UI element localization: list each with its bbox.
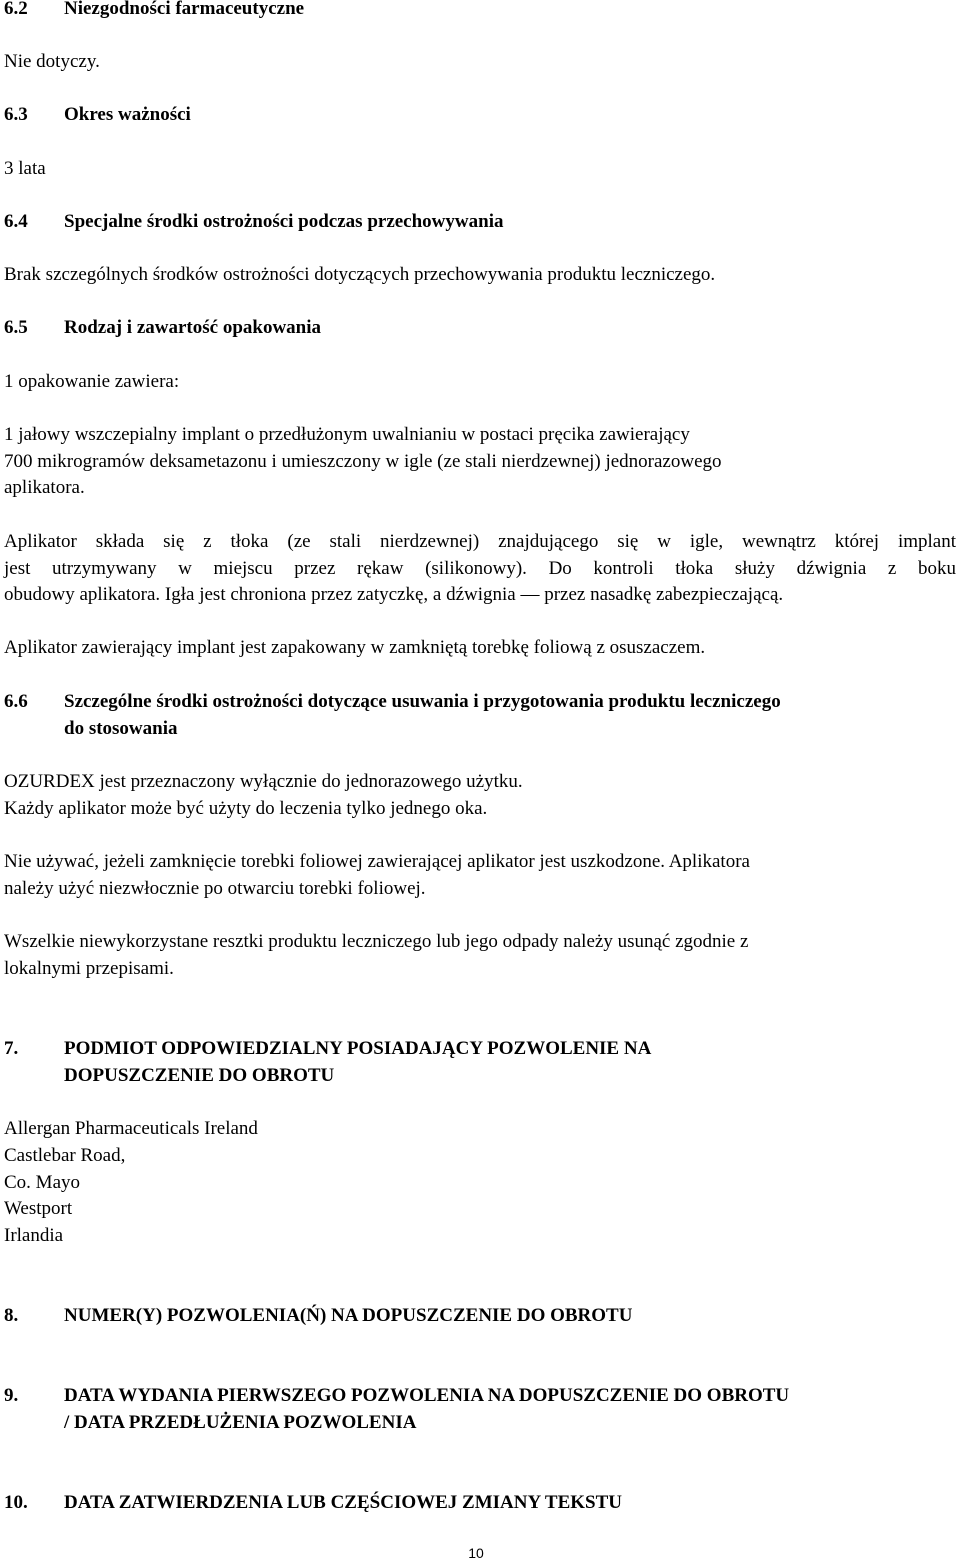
section-6-6-p2-line2: należy użyć niezwłocznie po otwarciu torebki foliowej. <box>4 878 426 899</box>
section-title-line2: DOPUSZCZENIE DO OBROTU <box>64 1065 335 1086</box>
section-6-6-p3-line1: Wszelkie niewykorzystane resztki produktu leczniczego lub jego odpady należy usunąć zgodnie z <box>4 931 749 952</box>
section-number: 6.6 <box>4 691 28 712</box>
section-6-5-p4: Aplikator zawierający implant jest zapakowany w zamkniętą torebkę foliową z osuszaczem. <box>4 637 706 658</box>
section-title-line2: do stosowania <box>64 718 178 739</box>
section-6-6-p1-line1: OZURDEX jest przeznaczony wyłącznie do jednorazowego użytku. <box>4 771 523 792</box>
paragraph-line: jest utrzymywany w miejscu przez rękaw (silikonowy). Do kontroli tłoka służy dźwignia z boku <box>4 557 956 579</box>
section-title-line1: Szczególne środki ostrożności dotyczące usuwania i przygotowania produktu leczniczego <box>64 691 781 712</box>
address-line: Castlebar Road, <box>4 1145 126 1166</box>
section-title-line2: / DATA PRZEDŁUŻENIA POZWOLENIA <box>64 1412 417 1433</box>
address-line: Allergan Pharmaceuticals Ireland <box>4 1118 258 1139</box>
section-title: Niezgodności farmaceutyczne <box>64 0 305 19</box>
address-line: Irlandia <box>4 1225 64 1246</box>
section-title: Okres ważności <box>64 104 191 125</box>
section-title: NUMER(Y) POZWOLENIA(Ń) NA DOPUSZCZENIE DO OBROTU <box>64 1305 633 1326</box>
section-title: DATA ZATWIERDZENIA LUB CZĘŚCIOWEJ ZMIANY TEKSTU <box>64 1492 622 1513</box>
section-6-4-text: Brak szczególnych środków ostrożności dotyczących przechowywania produktu leczniczego. <box>4 264 716 285</box>
section-number: 7. <box>4 1038 19 1059</box>
section-6-2-text: Nie dotyczy. <box>4 51 100 72</box>
section-6-5-p1: 1 opakowanie zawiera: <box>4 371 180 392</box>
section-6-6-p2-line1: Nie używać, jeżeli zamknięcie torebki foliowej zawierającej aplikator jest uszkodzone. Aplikatora <box>4 851 750 872</box>
section-6-5-p2-line3: aplikatora. <box>4 477 85 498</box>
section-6-6-p1-line2: Każdy aplikator może być użyty do leczenia tylko jednego oka. <box>4 798 488 819</box>
section-number: 9. <box>4 1385 19 1406</box>
section-number: 6.4 <box>4 211 28 232</box>
section-6-5-p3-line3: obudowy aplikatora. Igła jest chroniona przez zatyczkę, a dźwignia — przez nasadkę zabezpieczającą. <box>4 584 784 605</box>
page-number: 10 <box>468 1545 484 1561</box>
section-6-3-text: 3 lata <box>4 158 46 179</box>
section-6-5-p3 <box>4 529 956 582</box>
paragraph-line: Aplikator składa się z tłoka (ze stali nierdzewnej) znajdującego się w igle, wewnątrz której implant <box>4 531 956 552</box>
section-6-5-p2-line2: 700 mikrogramów deksametazonu i umieszczony w igle (ze stali nierdzewnej) jednorazowego <box>4 451 722 472</box>
address-line: Westport <box>4 1198 73 1219</box>
section-number: 6.2 <box>4 0 28 19</box>
section-number: 6.3 <box>4 104 28 125</box>
section-number: 10. <box>4 1492 28 1513</box>
section-6-5-p2-line1: 1 jałowy wszczepialny implant o przedłużonym uwalnianiu w postaci pręcika zawierający <box>4 424 690 445</box>
section-6-6-p3-line2: lokalnymi przepisami. <box>4 958 174 979</box>
section-number: 6.5 <box>4 317 28 338</box>
address-line: Co. Mayo <box>4 1172 80 1193</box>
section-title-line1: PODMIOT ODPOWIEDZIALNY POSIADAJĄCY POZWOLENIE NA <box>64 1038 652 1059</box>
section-title-line1: DATA WYDANIA PIERWSZEGO POZWOLENIA NA DOPUSZCZENIE DO OBROTU <box>64 1385 790 1406</box>
section-title: Specjalne środki ostrożności podczas przechowywania <box>64 211 504 232</box>
section-title: Rodzaj i zawartość opakowania <box>64 317 322 338</box>
section-number: 8. <box>4 1305 19 1326</box>
